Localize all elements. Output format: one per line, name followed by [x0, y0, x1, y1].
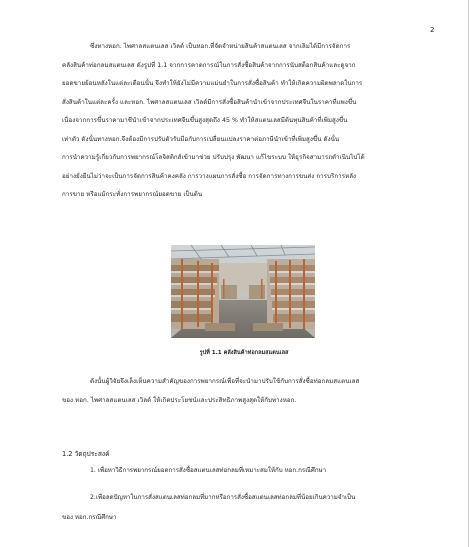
section-heading: 1.2 วัตถุประสงค์ — [62, 450, 110, 458]
paragraph-2 — [62, 373, 426, 410]
paragraph-1 — [62, 38, 426, 205]
paragraph-line: สั่งสินค้าในแต่ละครั้ง และหอก. ไพศาลสแตนเลส เวิลด์มีการสั่งซื้อสินค้านำเข้าจากประเทศจีนในราคาที่แพงขึ้น — [62, 98, 357, 106]
page-number: 2 — [430, 26, 435, 34]
objective-item-2-line-2: ของ หอก.กรณีศึกษา — [62, 514, 117, 521]
figure-caption: รูปที่ 1.1 คลังสินค้าท่อกลมสแตนเลส — [199, 350, 289, 356]
paragraph-line: ยอดขายย้อนหลังในแต่ละเดือนนั้น จึงทำให้ยังไม่มีความแม่นยำในการสั่งซื้อสินค้า ทำให้เกิดความผิดพลาดในการ — [62, 80, 363, 87]
objective-item-2-line-1: 2.เพื่อลดปัญหาในการสั่งสแตนเลสท่อกลมที่มากหรือการสั่งซื้อสแตนเลสท่อกลมที่น้อยเกินความจำเป็น — [90, 494, 356, 501]
paragraph-line: ของ หอก. ไพศาลสแตนเลส เวิลด์ ให้เกิดประโยชน์และประสิทธิภาพสูงสุดให้กับทางหอก. — [62, 396, 297, 404]
paragraph-line: คลังสินค้าท่อกลมสแตนเลส ดังรูปที่ 1.1 จากการคาดการณ์ในการสั่งซื้อสินค้าจากการนับสต็อกสินค้าและดูจาก — [62, 61, 356, 69]
paragraph-line: เท่าตัว ดังนั้นทางหอก.จึงต้องมีการปรับตัวรับมือกับการเปลี่ยนแปลงราคาต่อภาษีนำเข้าที่เพิ่มสูงขึ้น ดังนั้น — [62, 135, 340, 143]
paragraph-line: ซึ่งทางหอก. ไพศาลสแตนเลส เวิลด์ เป็นหอก.ที่จัดจำหน่ายสินค้าสแตนเลส จากเลิมได้มีการจัดการ — [90, 43, 351, 50]
paragraph-line: อย่างยั่งยืนไม่ว่าจะเป็นการจัดการสินค้าคงคลัง การวางแผนการสั่งซื้อ การจัดการทางการขนส่ง การบริการหลัง — [62, 172, 357, 180]
paragraph-line: การขาย หรือแม้กระทั่งการพยากรณ์ยอดขาย เป็นต้น — [62, 191, 203, 198]
paragraph-line: ดังนั้นผู้วิจัยจึงเล็งเห็นความสำคัญของการพยากรณ์เพื่อที่จะนำมาปรับใช้กับการสั่งซื้อท่อกลมสแตนเลส — [90, 378, 360, 385]
paragraph-line: เนื่องจากการขึ้นราคามาชีนำเข้าจากประเทศจีนขึ้นสูงสุดถึง 45 % ทำให้สแตนเลสมีต้นทุนสินค้าที่เพิ่มสูงขึ้น — [62, 117, 348, 124]
paragraph-line: การนำความรู้เกี่ยวกับการพยากรณ์โลจิสติกส์เข้ามาช่วย ปรับปรุง พัฒนา แก้ไขระบบ ให้ธุรกิจสามารถดำเนินไปได้ — [62, 154, 365, 161]
warehouse-photo — [171, 245, 315, 338]
objective-item-1: 1. เพื่อหาวิธีการพยากรณ์ยอดการสั่งซื้อสแตนเลสท่อกลมที่เหมาะสมให้กับ หอก.กรณีศึกษา — [90, 467, 327, 474]
